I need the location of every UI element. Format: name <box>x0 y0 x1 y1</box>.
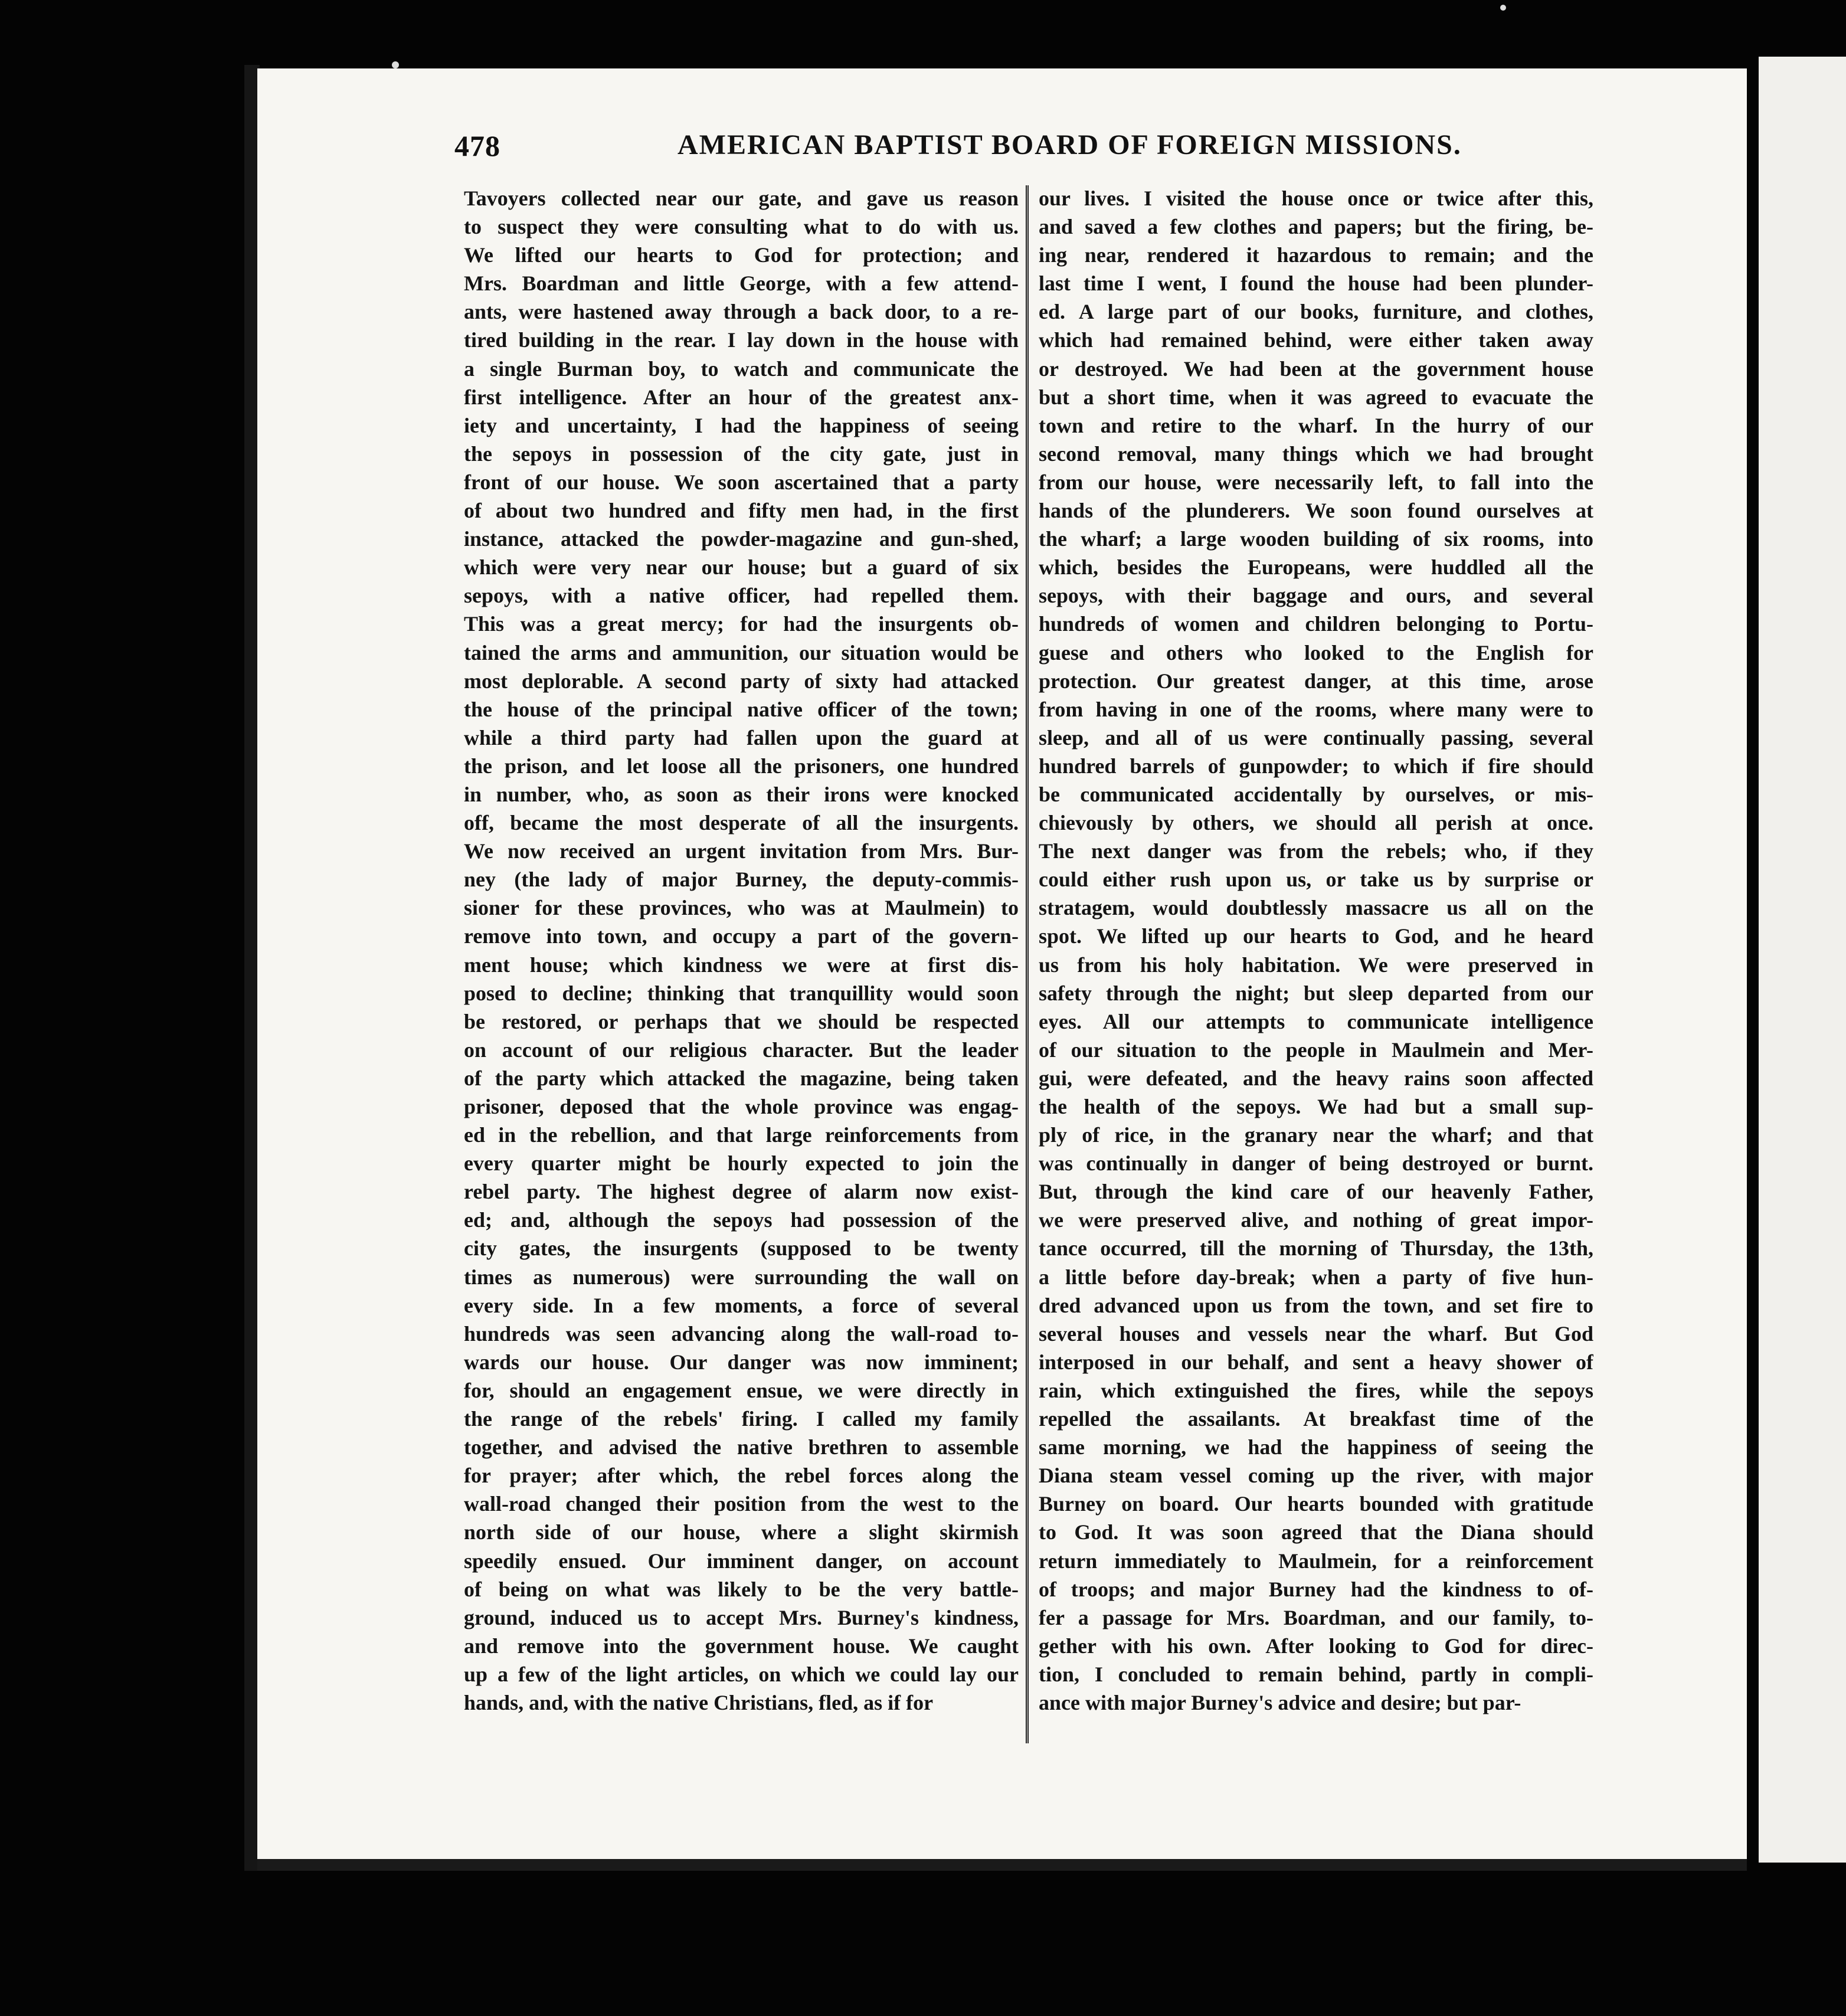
text-line: return immediately to Maulmein, for a reinforcement <box>1039 1549 1593 1573</box>
text-line: north side of our house, where a slight skirmish <box>464 1520 1019 1544</box>
text-line: last time I went, I found the house had been plunder- <box>1039 271 1593 296</box>
page-bottom-shadow <box>257 1859 1747 1871</box>
text-line: tance occurred, till the morning of Thursday, the 13th, <box>1039 1236 1593 1261</box>
text-line: chievously by others, we should all perish at once. <box>1039 811 1593 835</box>
text-line: city gates, the insurgents (supposed to be twenty <box>464 1236 1019 1261</box>
text-line: be restored, or perhaps that we should be respected <box>464 1009 1019 1033</box>
text-line: gether with his own. After looking to God for direc- <box>1039 1634 1593 1658</box>
text-line: times as numerous) were surrounding the wall on <box>464 1265 1019 1289</box>
text-line: hundreds of women and children belonging to Portu- <box>1039 612 1593 636</box>
text-line: Diana steam vessel coming up the river, with major <box>1039 1464 1593 1488</box>
text-line: we were preserved alive, and nothing of great impor- <box>1039 1208 1593 1232</box>
text-line: This was a great mercy; for had the insurgents ob- <box>464 612 1019 636</box>
text-line: the range of the rebels' firing. I called my family <box>464 1407 1019 1431</box>
text-line: the wharf; a large wooden building of six rooms, into <box>1039 527 1593 551</box>
text-line: and remove into the government house. We caught <box>464 1634 1019 1658</box>
text-line: The next danger was from the rebels; who, if they <box>1039 839 1593 863</box>
text-line: remove into town, and occupy a part of the govern- <box>464 924 1019 948</box>
text-line: ance with major Burney's advice and desire; but par- <box>1039 1690 1521 1714</box>
text-line: same morning, we had the happiness of seeing the <box>1039 1435 1593 1459</box>
text-line: together, and advised the native brethren to assemble <box>464 1435 1019 1459</box>
text-line: every side. In a few moments, a force of several <box>464 1293 1019 1317</box>
text-line: prisoner, deposed that the whole province was engag- <box>464 1095 1019 1118</box>
text-line: speedily ensued. Our imminent danger, on account <box>464 1549 1019 1573</box>
text-line: on account of our religious character. But the leader <box>464 1038 1019 1062</box>
text-line: for, should an engagement ensue, we were directly in <box>464 1378 1019 1402</box>
text-line: off, became the most desperate of all the insurgents. <box>464 811 1019 835</box>
text-line: of our situation to the people in Maulmein and Mer- <box>1039 1038 1593 1062</box>
text-line: instance, attacked the powder-magazine and gun-shed, <box>464 527 1019 551</box>
text-line: which had remained behind, were either taken away <box>1039 328 1593 352</box>
text-line: which, besides the Europeans, were huddled all the <box>1039 555 1593 580</box>
text-line: front of our house. We soon ascertained that a party <box>464 470 1019 494</box>
text-line: a little before day-break; when a party of five hun- <box>1039 1265 1593 1289</box>
text-line: to God. It was soon agreed that the Diana should <box>1039 1520 1593 1544</box>
page-header <box>454 129 1588 176</box>
text-line: the prison, and let loose all the prisoners, one hundred <box>464 754 1019 778</box>
text-line: interposed in our behalf, and sent a heavy shower of <box>1039 1350 1593 1374</box>
text-line: ground, induced us to accept Mrs. Burney's kindness, <box>464 1605 1019 1629</box>
text-line: ed. A large part of our books, furniture, and clothes, <box>1039 300 1593 324</box>
text-column-right <box>1039 184 1593 1754</box>
text-line: repelled the assailants. At breakfast time of the <box>1039 1407 1593 1431</box>
text-line: sepoys, with a native officer, had repelled them. <box>464 584 1019 608</box>
text-line: Mrs. Boardman and little George, with a few attend- <box>464 271 1019 296</box>
text-line: dred advanced upon us from the town, and set fire to <box>1039 1293 1593 1317</box>
text-line: ney (the lady of major Burney, the deputy-commis- <box>464 868 1019 892</box>
text-line: rain, which extinguished the fires, while the sepoys <box>1039 1378 1593 1402</box>
text-line: safety through the night; but sleep departed from our <box>1039 981 1593 1005</box>
text-line: sioner for these provinces, who was at Maulmein) to <box>464 896 1019 920</box>
text-line: rebel party. The highest degree of alarm now exist- <box>464 1180 1019 1204</box>
text-line: but a short time, when it was agreed to evacuate the <box>1039 385 1593 409</box>
text-line: guese and others who looked to the English for <box>1039 640 1593 665</box>
text-line: iety and uncertainty, I had the happiness of seeing <box>464 413 1019 437</box>
text-line: tained the arms and ammunition, our situation would be <box>464 640 1019 665</box>
text-line: and saved a few clothes and papers; but the firing, be- <box>1039 215 1593 239</box>
text-line: spot. We lifted up our hearts to God, and he heard <box>1039 924 1593 948</box>
text-line: posed to decline; thinking that tranquillity would soon <box>464 981 1019 1005</box>
text-line: We lifted our hearts to God for protection; and <box>464 243 1019 267</box>
dust-speck <box>392 61 399 68</box>
text-line: sleep, and all of us were continually passing, several <box>1039 725 1593 750</box>
text-line: of about two hundred and fifty men had, in the first <box>464 499 1019 523</box>
text-line: ment house; which kindness we were at first dis- <box>464 953 1019 977</box>
text-line: every quarter might be hourly expected to join the <box>464 1151 1019 1176</box>
text-line: most deplorable. A second party of sixty had attacked <box>464 669 1019 693</box>
text-line: hundreds was seen advancing along the wall-road to- <box>464 1321 1019 1346</box>
text-line: hands, and, with the native Christians, fled, as if for <box>464 1690 934 1714</box>
text-line: for prayer; after which, the rebel forces along the <box>464 1464 1019 1488</box>
text-line: to suspect they were consulting what to do with us. <box>464 215 1019 239</box>
text-line: fer a passage for Mrs. Boardman, and our family, to- <box>1039 1605 1593 1629</box>
text-line: hands of the plunderers. We soon found ourselves at <box>1039 499 1593 523</box>
text-line: sepoys, with their baggage and ours, and several <box>1039 584 1593 608</box>
text-line: second removal, many things which we had brought <box>1039 441 1593 466</box>
text-line: Burney on board. Our hearts bounded with gratitude <box>1039 1492 1593 1516</box>
text-line: the sepoys in possession of the city gate, just in <box>464 441 1019 466</box>
text-line: protection. Our greatest danger, at this time, arose <box>1039 669 1593 693</box>
text-line: our lives. I visited the house once or twice after this, <box>1039 186 1593 210</box>
dust-speck <box>1500 5 1506 11</box>
text-line: town and retire to the wharf. In the hurry of our <box>1039 413 1593 437</box>
text-line: which were very near our house; but a guard of six <box>464 555 1019 580</box>
text-line: hundred barrels of gunpowder; to which if fire should <box>1039 754 1593 778</box>
text-line: ants, were hastened away through a back door, to a re- <box>464 300 1019 324</box>
text-line: wards our house. Our danger was now imminent; <box>464 1350 1019 1374</box>
text-line: several houses and vessels near the wharf. But God <box>1039 1321 1593 1346</box>
text-line: ed in the rebellion, and that large reinforcements from <box>464 1123 1019 1147</box>
text-line: gui, were defeated, and the heavy rains soon affected <box>1039 1066 1593 1090</box>
text-line: up a few of the light articles, on which we could lay our <box>464 1662 1019 1686</box>
text-line: ply of rice, in the granary near the wharf; and that <box>1039 1123 1593 1147</box>
text-line: us from his holy habitation. We were preserved in <box>1039 953 1593 977</box>
text-line: be communicated accidentally by ourselves, or mis- <box>1039 782 1593 806</box>
column-divider <box>1026 185 1029 1743</box>
page-number: 478 <box>454 129 500 162</box>
text-line: tion, I concluded to remain behind, partly in compli- <box>1039 1662 1593 1686</box>
text-line: a single Burman boy, to watch and communicate the <box>464 356 1019 381</box>
running-title: AMERICAN BAPTIST BOARD OF FOREIGN MISSIONS. <box>677 129 1462 161</box>
adjacent-page-edge <box>1759 57 1846 1863</box>
text-line: But, through the kind care of our heavenly Father, <box>1039 1180 1593 1204</box>
text-line: ed; and, although the sepoys had possession of the <box>464 1208 1019 1232</box>
text-line: eyes. All our attempts to communicate intelligence <box>1039 1009 1593 1033</box>
text-line: of the party which attacked the magazine, being taken <box>464 1066 1019 1090</box>
text-line: tired building in the rear. I lay down in the house with <box>464 328 1019 352</box>
text-line: ing near, rendered it hazardous to remain; and the <box>1039 243 1593 267</box>
text-line: could either rush upon us, or take us by surprise or <box>1039 868 1593 892</box>
text-line: or destroyed. We had been at the government house <box>1039 356 1593 381</box>
text-line: of being on what was likely to be the very battle- <box>464 1577 1019 1601</box>
text-line: was continually in danger of being destroyed or burnt. <box>1039 1151 1593 1176</box>
text-line: the house of the principal native officer of the town; <box>464 697 1019 721</box>
text-line: in number, who, as soon as their irons were knocked <box>464 782 1019 806</box>
text-line: from having in one of the rooms, where many were to <box>1039 697 1593 721</box>
text-line: stratagem, would doubtlessly massacre us all on the <box>1039 896 1593 920</box>
text-line: wall-road changed their position from the west to the <box>464 1492 1019 1516</box>
text-line: while a third party had fallen upon the guard at <box>464 725 1019 750</box>
text-line: We now received an urgent invitation from Mrs. Bur- <box>464 839 1019 863</box>
text-line: Tavoyers collected near our gate, and gave us reason <box>464 186 1019 210</box>
text-line: the health of the sepoys. We had but a small sup- <box>1039 1095 1593 1118</box>
text-line: from our house, were necessarily left, to fall into the <box>1039 470 1593 494</box>
text-column-left <box>464 184 1019 1754</box>
text-line: of troops; and major Burney had the kindness to of- <box>1039 1577 1593 1601</box>
text-line: first intelligence. After an hour of the greatest anx- <box>464 385 1019 409</box>
